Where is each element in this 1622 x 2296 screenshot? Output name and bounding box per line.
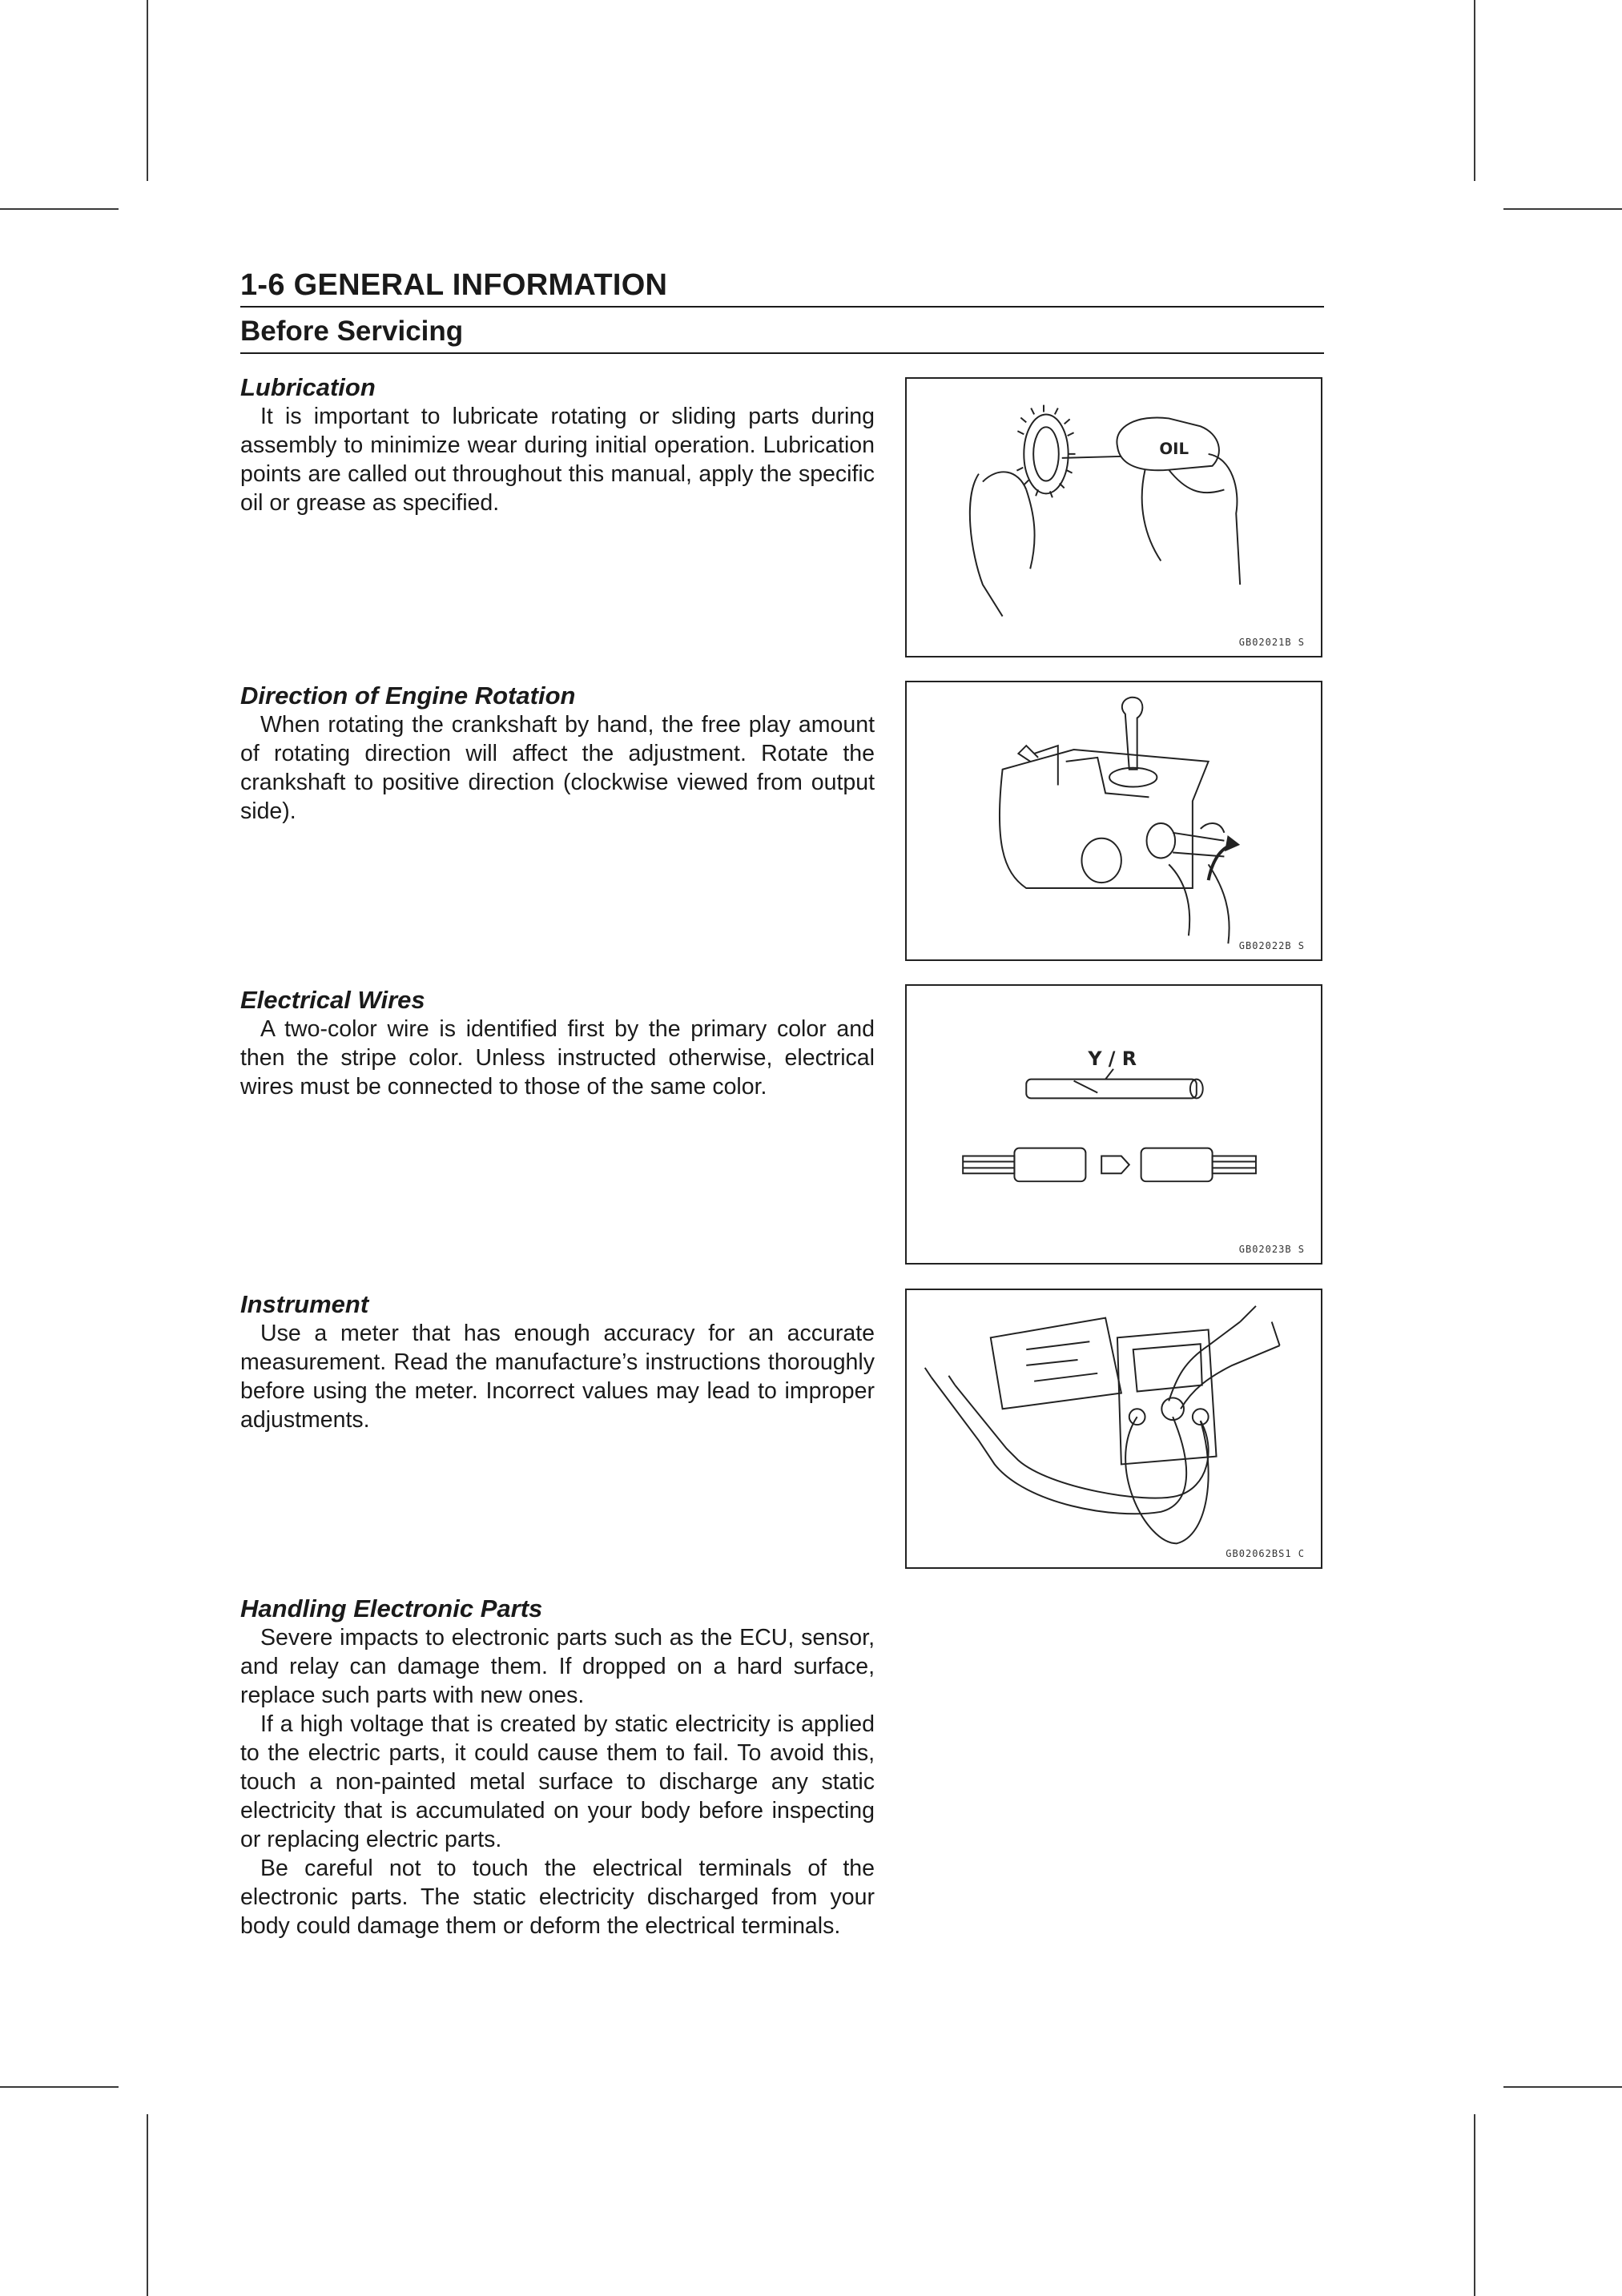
crop-mark-bottom-right xyxy=(1474,2114,1475,2296)
crop-mark-bottom-left xyxy=(147,2114,148,2296)
crankshaft-rotation-illustration xyxy=(907,682,1321,959)
two-color-wire-illustration xyxy=(907,986,1321,1263)
topic-paragraph: Use a meter that has enough accuracy for an accurate measurement. Read the manufacture’s instructions thoroughly before using the meter. Incorrect values may lead to improper adjustments. xyxy=(240,1321,875,1433)
topic-paragraph: If a high voltage that is created by static electricity is applied to the electric parts, it could cause them to fail. To avoid this, touch a non-painted metal surface to discharge any static electricity that is accumulated on your body before inspecting or replacing electric parts. xyxy=(240,1711,875,1852)
figure-electrical-wires xyxy=(905,984,1322,1265)
figure-code: GB02023B S xyxy=(1238,1244,1305,1255)
crop-mark-top-right-h xyxy=(1503,208,1622,210)
figure-instrument xyxy=(905,1289,1322,1569)
topic-title: Lubrication xyxy=(240,373,376,401)
crop-mark-top-left xyxy=(147,0,148,181)
crop-mark-bottom-right-h xyxy=(1503,2086,1622,2088)
figure-code: GB02021B S xyxy=(1238,637,1305,648)
page-header xyxy=(240,264,1324,354)
topic-paragraph: Severe impacts to electronic parts such as the ECU, sensor, and relay can damage them. If dropped on a hard surface, replace such parts with new ones. xyxy=(240,1625,875,1708)
figure-code: GB02062BS1 C xyxy=(1226,1548,1305,1559)
topic-paragraph: When rotating the crankshaft by hand, the free play amount of rotating direction will affect the adjustment. Rotate the crankshaft to positive direction (clockwise viewed from output side). xyxy=(240,712,875,824)
topic-handling-electronic-parts xyxy=(240,1594,875,1940)
wire-color-label: Y / R xyxy=(1088,1047,1137,1070)
figure-engine-rotation xyxy=(905,681,1322,961)
topic-title: Instrument xyxy=(240,1290,369,1318)
figure-lubrication xyxy=(905,377,1322,657)
topic-engine-rotation xyxy=(240,682,875,826)
multimeter-illustration xyxy=(907,1290,1321,1567)
topic-paragraph: A two-color wire is identified first by the primary color and then the stripe color. Unless instructed otherwise, electrical wires must be connected to those of the same color. xyxy=(240,1016,875,1100)
topic-title: Direction of Engine Rotation xyxy=(240,682,576,710)
oiling-gear-illustration xyxy=(907,379,1321,656)
crop-mark-top-right xyxy=(1474,0,1475,181)
figure-code: GB02022B S xyxy=(1238,940,1305,951)
topic-title: Electrical Wires xyxy=(240,986,425,1014)
crop-mark-bottom-left-h xyxy=(0,2086,119,2088)
chapter-title: 1-6 GENERAL INFORMATION xyxy=(240,268,668,302)
topic-electrical-wires xyxy=(240,986,875,1101)
oil-label: OIL xyxy=(1159,439,1189,458)
crop-mark-top-left-h xyxy=(0,208,119,210)
topic-paragraph: Be careful not to touch the electrical terminals of the electronic parts. The static electricity discharged from your body could damage them or deform the electrical terminals. xyxy=(240,1856,875,1939)
topic-paragraph: It is important to lubricate rotating or sliding parts during assembly to minimize wear during initial operation. Lubrication points are called out throughout this manual, apply the specific oil or grease as specified. xyxy=(240,404,875,516)
topic-instrument xyxy=(240,1290,875,1434)
topic-title: Handling Electronic Parts xyxy=(240,1594,543,1622)
header-rule-bottom xyxy=(240,352,1324,354)
topic-lubrication xyxy=(240,373,875,517)
section-title: Before Servicing xyxy=(240,316,464,347)
